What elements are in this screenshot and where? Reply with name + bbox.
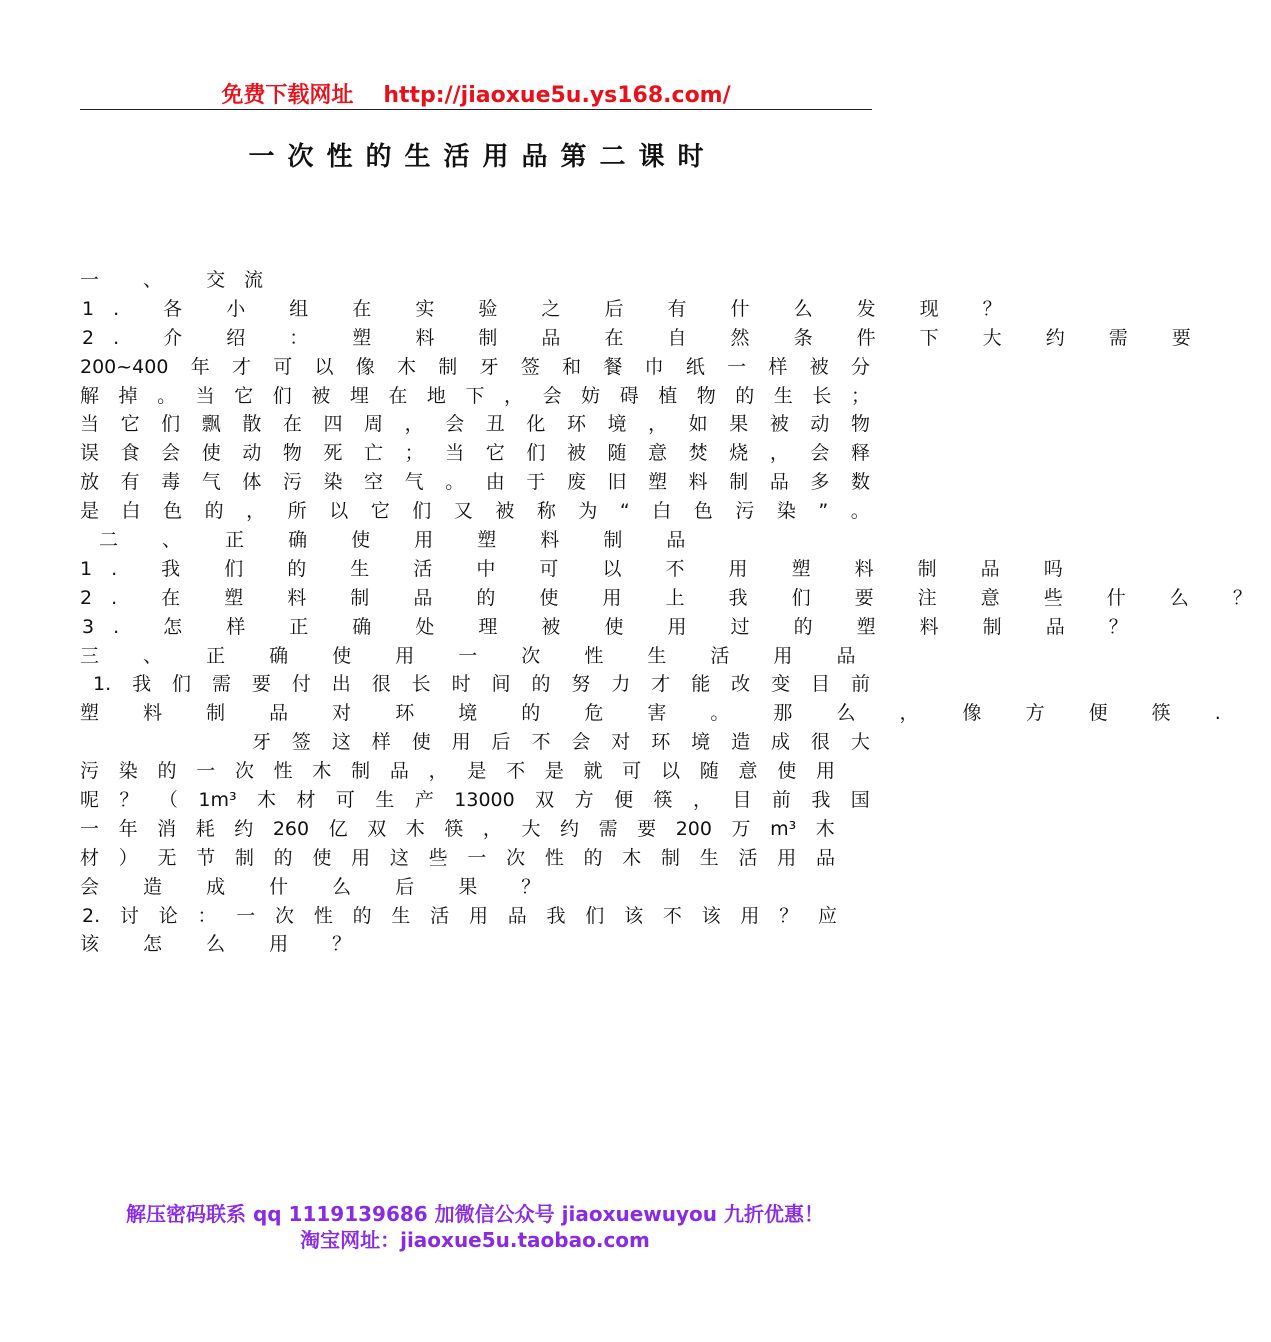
text-token: 力: [611, 673, 631, 696]
text-token: （: [158, 789, 178, 812]
text-token: 要: [251, 673, 271, 696]
text-token: 200~400: [80, 355, 169, 378]
text-token: 双: [535, 789, 555, 812]
text-token: 。: [850, 500, 870, 523]
paragraph-line: 1. 各 小 组 在 实 验 之 后 有 什 么 发 现 ？: [82, 297, 1021, 320]
text-token: 筷: [444, 817, 464, 840]
text-token: 间: [491, 673, 511, 696]
text-token: 飘: [201, 413, 221, 436]
text-token: 又: [453, 500, 473, 523]
text-token: 碍: [619, 384, 639, 407]
text-token: 当: [445, 442, 465, 465]
section-heading-1: 一 、 交流: [80, 269, 283, 291]
text-token: 使: [777, 760, 797, 783]
text-token: 会: [810, 442, 830, 465]
text-token: 些: [428, 846, 448, 869]
text-token: 们: [272, 384, 292, 407]
text-token: 是: [544, 760, 564, 783]
text-token: 的: [583, 846, 603, 869]
text-token: 和: [562, 355, 582, 378]
text-token: 毒: [161, 471, 181, 494]
text-token: 这: [331, 731, 351, 754]
text-token: 四: [323, 413, 343, 436]
section-heading-3: 三 、 正 确 使 用 一 次 性 生 活 用 品: [80, 644, 875, 667]
download-label: 免费下载网址: [221, 83, 354, 108]
text-token: 约: [234, 817, 254, 840]
text-token: 努: [571, 673, 591, 696]
text-token: 目: [811, 673, 831, 696]
text-token: 用: [740, 904, 760, 927]
text-token: 境: [691, 731, 711, 754]
paragraph-line: [80, 844, 835, 873]
text-token: 如: [688, 413, 708, 436]
text-token: 的: [204, 500, 224, 523]
text-token: 不: [506, 760, 526, 783]
text-token: 生: [773, 384, 793, 407]
text-token: 无: [157, 846, 177, 869]
text-token: 以: [661, 760, 681, 783]
text-token: 签: [520, 355, 540, 378]
text-token: ；: [850, 384, 870, 407]
paragraph-line: [80, 786, 870, 815]
text-token: 前: [771, 789, 791, 812]
text-token: 制: [351, 760, 371, 783]
text-token: 签: [291, 731, 311, 754]
text-token: 使: [312, 846, 332, 869]
text-token: ，: [769, 442, 789, 465]
paragraph-line: [80, 902, 837, 931]
text-token: 亡: [364, 442, 384, 465]
text-token: 才: [651, 673, 671, 696]
text-token: 埋: [349, 384, 369, 407]
text-token: 误: [80, 442, 100, 465]
text-token: 被: [311, 384, 331, 407]
text-token: 体: [242, 471, 262, 494]
text-token: 它: [485, 442, 505, 465]
text-token: 出: [331, 673, 351, 696]
text-token: 需: [598, 817, 618, 840]
text-token: 万: [731, 817, 751, 840]
paragraph-line: [80, 468, 870, 497]
text-token: 下: [465, 384, 485, 407]
text-token: 讨: [119, 904, 139, 927]
text-token: 要: [637, 817, 657, 840]
text-token: “: [619, 500, 630, 523]
text-token: 果: [729, 413, 749, 436]
text-token: ）: [118, 846, 138, 869]
text-token: 白: [121, 500, 141, 523]
text-token: 污: [80, 760, 100, 783]
text-token: 材: [296, 789, 316, 812]
text-token: 掉: [118, 384, 138, 407]
text-token: ？: [119, 789, 139, 812]
text-token: 用: [451, 731, 471, 754]
text-token: ：: [197, 904, 217, 927]
text-token: 次: [234, 760, 254, 783]
text-token: 大: [521, 817, 541, 840]
text-token: 被: [495, 500, 515, 523]
text-token: 一: [236, 904, 256, 927]
text-token: 筷: [653, 789, 673, 812]
text-token: 用: [468, 904, 488, 927]
text-token: 意: [738, 760, 758, 783]
text-token: ，: [428, 760, 448, 783]
text-token: 次: [506, 846, 526, 869]
text-token: 为: [578, 500, 598, 523]
text-token: 污: [735, 500, 755, 523]
text-token: 在: [388, 384, 408, 407]
text-token: 材: [80, 846, 100, 869]
text-token: 制: [729, 471, 749, 494]
paragraph-line: 3. 怎 样 正 确 处 理 被 使 用 过 的 塑 料 制 品 ？: [82, 615, 1147, 638]
text-token: 意: [648, 442, 668, 465]
text-token: 生: [699, 846, 719, 869]
text-token: 成: [770, 731, 790, 754]
text-token: 于: [526, 471, 546, 494]
text-token: ；: [404, 442, 424, 465]
text-token: 牙: [252, 731, 272, 754]
paragraph-line: [80, 728, 870, 757]
text-token: 会: [161, 442, 181, 465]
text-token: 它: [120, 413, 140, 436]
text-token: 使: [411, 731, 431, 754]
text-token: ”: [818, 500, 829, 523]
text-token: 由: [485, 471, 505, 494]
text-token: 品: [769, 471, 789, 494]
text-token: 被: [809, 355, 829, 378]
text-token: 会: [571, 731, 591, 754]
text-token: 旧: [607, 471, 627, 494]
text-token: 动: [242, 442, 262, 465]
text-token: 染: [118, 760, 138, 783]
text-token: 2.: [82, 904, 101, 927]
text-token: 称: [536, 500, 556, 523]
text-token: 造: [731, 731, 751, 754]
text-token: 对: [611, 731, 631, 754]
text-token: 制: [661, 846, 681, 869]
text-token: 方: [574, 789, 594, 812]
text-token: 丑: [485, 413, 505, 436]
text-token: 料: [688, 471, 708, 494]
text-token: 色: [693, 500, 713, 523]
paragraph-line: 会 造 成 什 么 后 果 ？: [80, 875, 560, 898]
text-token: 木: [312, 760, 332, 783]
text-token: 气: [404, 471, 424, 494]
text-token: 目: [732, 789, 752, 812]
text-token: 散: [242, 413, 262, 436]
text-token: 放: [80, 471, 100, 494]
text-token: 1m³: [198, 789, 237, 812]
text-token: 用: [351, 846, 371, 869]
text-token: 巾: [644, 355, 664, 378]
text-token: 它: [370, 500, 390, 523]
text-token: 地: [426, 384, 446, 407]
text-token: 制: [234, 846, 254, 869]
paragraph-line: [80, 815, 835, 844]
text-token: 的: [531, 673, 551, 696]
header-divider: [80, 109, 872, 110]
text-token: 可: [335, 789, 355, 812]
text-token: 性: [544, 846, 564, 869]
text-token: 废: [566, 471, 586, 494]
text-token: 性: [273, 760, 293, 783]
text-token: 用: [777, 846, 797, 869]
text-token: 是: [467, 760, 487, 783]
text-token: 像: [355, 355, 375, 378]
paragraph-line: [80, 410, 870, 439]
paragraph-line: [80, 670, 870, 699]
download-url-header: [80, 78, 872, 109]
text-token: 的: [735, 384, 755, 407]
text-token: 当: [195, 384, 215, 407]
text-token: 13000: [454, 789, 515, 812]
text-token: 后: [491, 731, 511, 754]
text-token: 活: [430, 904, 450, 927]
text-token: 不: [531, 731, 551, 754]
text-token: 妨: [581, 384, 601, 407]
text-token: 生: [375, 789, 395, 812]
text-token: 木: [405, 817, 425, 840]
text-token: 白: [652, 500, 672, 523]
text-token: 染: [776, 500, 796, 523]
text-token: 。: [445, 471, 465, 494]
text-token: 塑: [648, 471, 668, 494]
text-token: 呢: [80, 789, 100, 812]
text-token: 分: [850, 355, 870, 378]
text-token: 便: [614, 789, 634, 812]
paragraph-line: [80, 382, 870, 411]
text-token: 多: [810, 471, 830, 494]
text-token: 会: [445, 413, 465, 436]
text-token: 纸: [685, 355, 705, 378]
text-token: 很: [810, 731, 830, 754]
text-token: 付: [291, 673, 311, 696]
text-token: 能: [691, 673, 711, 696]
text-token: 木: [257, 789, 277, 812]
text-token: 长: [411, 673, 431, 696]
paragraph-line: [80, 439, 870, 468]
text-token: 品: [507, 904, 527, 927]
text-token: 牙: [479, 355, 499, 378]
text-token: 活: [738, 846, 758, 869]
text-token: 1.: [93, 673, 112, 696]
text-token: 改: [731, 673, 751, 696]
text-token: 们: [161, 413, 181, 436]
text-token: 物: [850, 413, 870, 436]
paragraph-line: 2. 介 绍 ： 塑 料 制 品 在 自 然 条 件 下 大 约 需 要: [82, 326, 1210, 349]
text-token: 环: [651, 731, 671, 754]
paragraph-line: 该 怎 么 用 ？: [80, 933, 371, 956]
text-token: 产: [414, 789, 434, 812]
text-token: 才: [231, 355, 251, 378]
text-token: 用: [815, 760, 835, 783]
text-token: 该: [624, 904, 644, 927]
text-token: 被: [769, 413, 789, 436]
text-token: 我: [546, 904, 566, 927]
text-token: 国: [850, 789, 870, 812]
text-token: 随: [607, 442, 627, 465]
paragraph-line: 1. 我 们 的 生 活 中 可 以 不 用 塑 料 制 品 吗: [80, 557, 1082, 580]
text-token: 食: [120, 442, 140, 465]
text-token: 双: [367, 817, 387, 840]
text-token: 当: [80, 413, 100, 436]
text-token: 制: [438, 355, 458, 378]
text-token: ，: [246, 500, 266, 523]
text-token: 解: [80, 384, 100, 407]
text-token: 可: [273, 355, 293, 378]
paragraph-line: 塑 料 制 品 对 环 境 的 危 害 。 那 么 ， 像 方 便 筷 .: [80, 702, 1240, 725]
text-token: 木: [815, 817, 835, 840]
text-token: 的: [352, 904, 372, 927]
text-token: 长: [812, 384, 832, 407]
text-token: 一: [727, 355, 747, 378]
text-token: 。: [157, 384, 177, 407]
text-token: 餐: [603, 355, 623, 378]
text-token: 耗: [195, 817, 215, 840]
text-token: 有: [120, 471, 140, 494]
text-token: ，: [482, 817, 502, 840]
footer-contact: 解压密码联系 qq 1119139686 加微信公众号 jiaoxuewuyou 九折优惠！: [126, 1202, 824, 1226]
text-token: 烧: [729, 442, 749, 465]
text-token: 品: [389, 760, 409, 783]
text-token: m³: [770, 817, 797, 840]
paragraph-line: [80, 353, 870, 382]
text-token: 释: [850, 442, 870, 465]
text-token: ，: [404, 413, 424, 436]
text-token: 焚: [688, 442, 708, 465]
text-token: 200: [675, 817, 712, 840]
text-token: 次: [275, 904, 295, 927]
text-token: 生: [391, 904, 411, 927]
text-token: 是: [80, 500, 100, 523]
text-token: 就: [583, 760, 603, 783]
text-token: 色: [163, 500, 183, 523]
text-token: ，: [648, 413, 668, 436]
text-token: 在: [282, 413, 302, 436]
text-token: 周: [364, 413, 384, 436]
text-token: 样: [768, 355, 788, 378]
text-token: 我: [811, 789, 831, 812]
text-token: 时: [451, 673, 471, 696]
download-url-link[interactable]: http://jiaoxue5u.ys168.com/: [383, 83, 731, 108]
text-token: 所: [287, 500, 307, 523]
text-token: 们: [412, 500, 432, 523]
text-token: 木: [622, 846, 642, 869]
text-token: 的: [157, 760, 177, 783]
text-token: 该: [701, 904, 721, 927]
paragraph-line: 2. 在 塑 料 制 品 的 使 用 上 我 们 要 注 意 些 什 么 ？: [80, 586, 1271, 609]
text-token: 大: [850, 731, 870, 754]
text-token: 性: [313, 904, 333, 927]
text-token: 会: [542, 384, 562, 407]
text-token: 环: [566, 413, 586, 436]
text-token: ？: [779, 904, 799, 927]
text-token: ，: [504, 384, 524, 407]
text-token: 年: [190, 355, 210, 378]
text-token: 论: [158, 904, 178, 927]
text-token: 一: [80, 817, 100, 840]
text-token: 需: [211, 673, 231, 696]
text-token: 以: [329, 500, 349, 523]
section-heading-2: 二 、 正 确 使 用 塑 料 制 品: [99, 529, 705, 552]
paragraph-line: [80, 497, 870, 526]
text-token: 们: [585, 904, 605, 927]
text-token: 节: [196, 846, 216, 869]
text-token: 木: [397, 355, 417, 378]
text-token: 品: [815, 846, 835, 869]
paragraph-line: [80, 757, 835, 786]
text-token: 年: [118, 817, 138, 840]
text-token: 境: [607, 413, 627, 436]
text-token: 的: [273, 846, 293, 869]
text-token: 前: [850, 673, 870, 696]
text-token: 我: [132, 673, 152, 696]
text-token: 以: [314, 355, 334, 378]
footer-taobao-link[interactable]: 淘宝网址：jiaoxue5u.taobao.com: [300, 1228, 650, 1252]
text-token: 一: [196, 760, 216, 783]
text-token: 们: [172, 673, 192, 696]
text-token: 植: [658, 384, 678, 407]
text-token: 污: [282, 471, 302, 494]
text-token: 空: [364, 471, 384, 494]
text-token: 一: [467, 846, 487, 869]
text-token: 消: [157, 817, 177, 840]
text-token: 死: [323, 442, 343, 465]
lesson-body: [80, 266, 1271, 959]
text-token: 动: [810, 413, 830, 436]
text-token: 应: [817, 904, 837, 927]
text-token: ，: [692, 789, 712, 812]
text-token: 被: [566, 442, 586, 465]
text-token: 变: [771, 673, 791, 696]
text-token: 260: [272, 817, 310, 840]
text-token: 们: [526, 442, 546, 465]
text-token: 气: [201, 471, 221, 494]
text-token: 很: [371, 673, 391, 696]
text-token: 染: [323, 471, 343, 494]
text-token: 化: [526, 413, 546, 436]
text-token: 不: [662, 904, 682, 927]
text-token: 它: [234, 384, 254, 407]
text-token: 物: [282, 442, 302, 465]
text-token: 亿: [328, 817, 348, 840]
text-token: 约: [560, 817, 580, 840]
text-token: 随: [699, 760, 719, 783]
text-token: 样: [371, 731, 391, 754]
text-token: 使: [201, 442, 221, 465]
text-token: 可: [622, 760, 642, 783]
text-token: 数: [850, 471, 870, 494]
text-token: 物: [696, 384, 716, 407]
text-token: 这: [389, 846, 409, 869]
page-title: 一次性的生活用品第二课时: [248, 142, 717, 172]
